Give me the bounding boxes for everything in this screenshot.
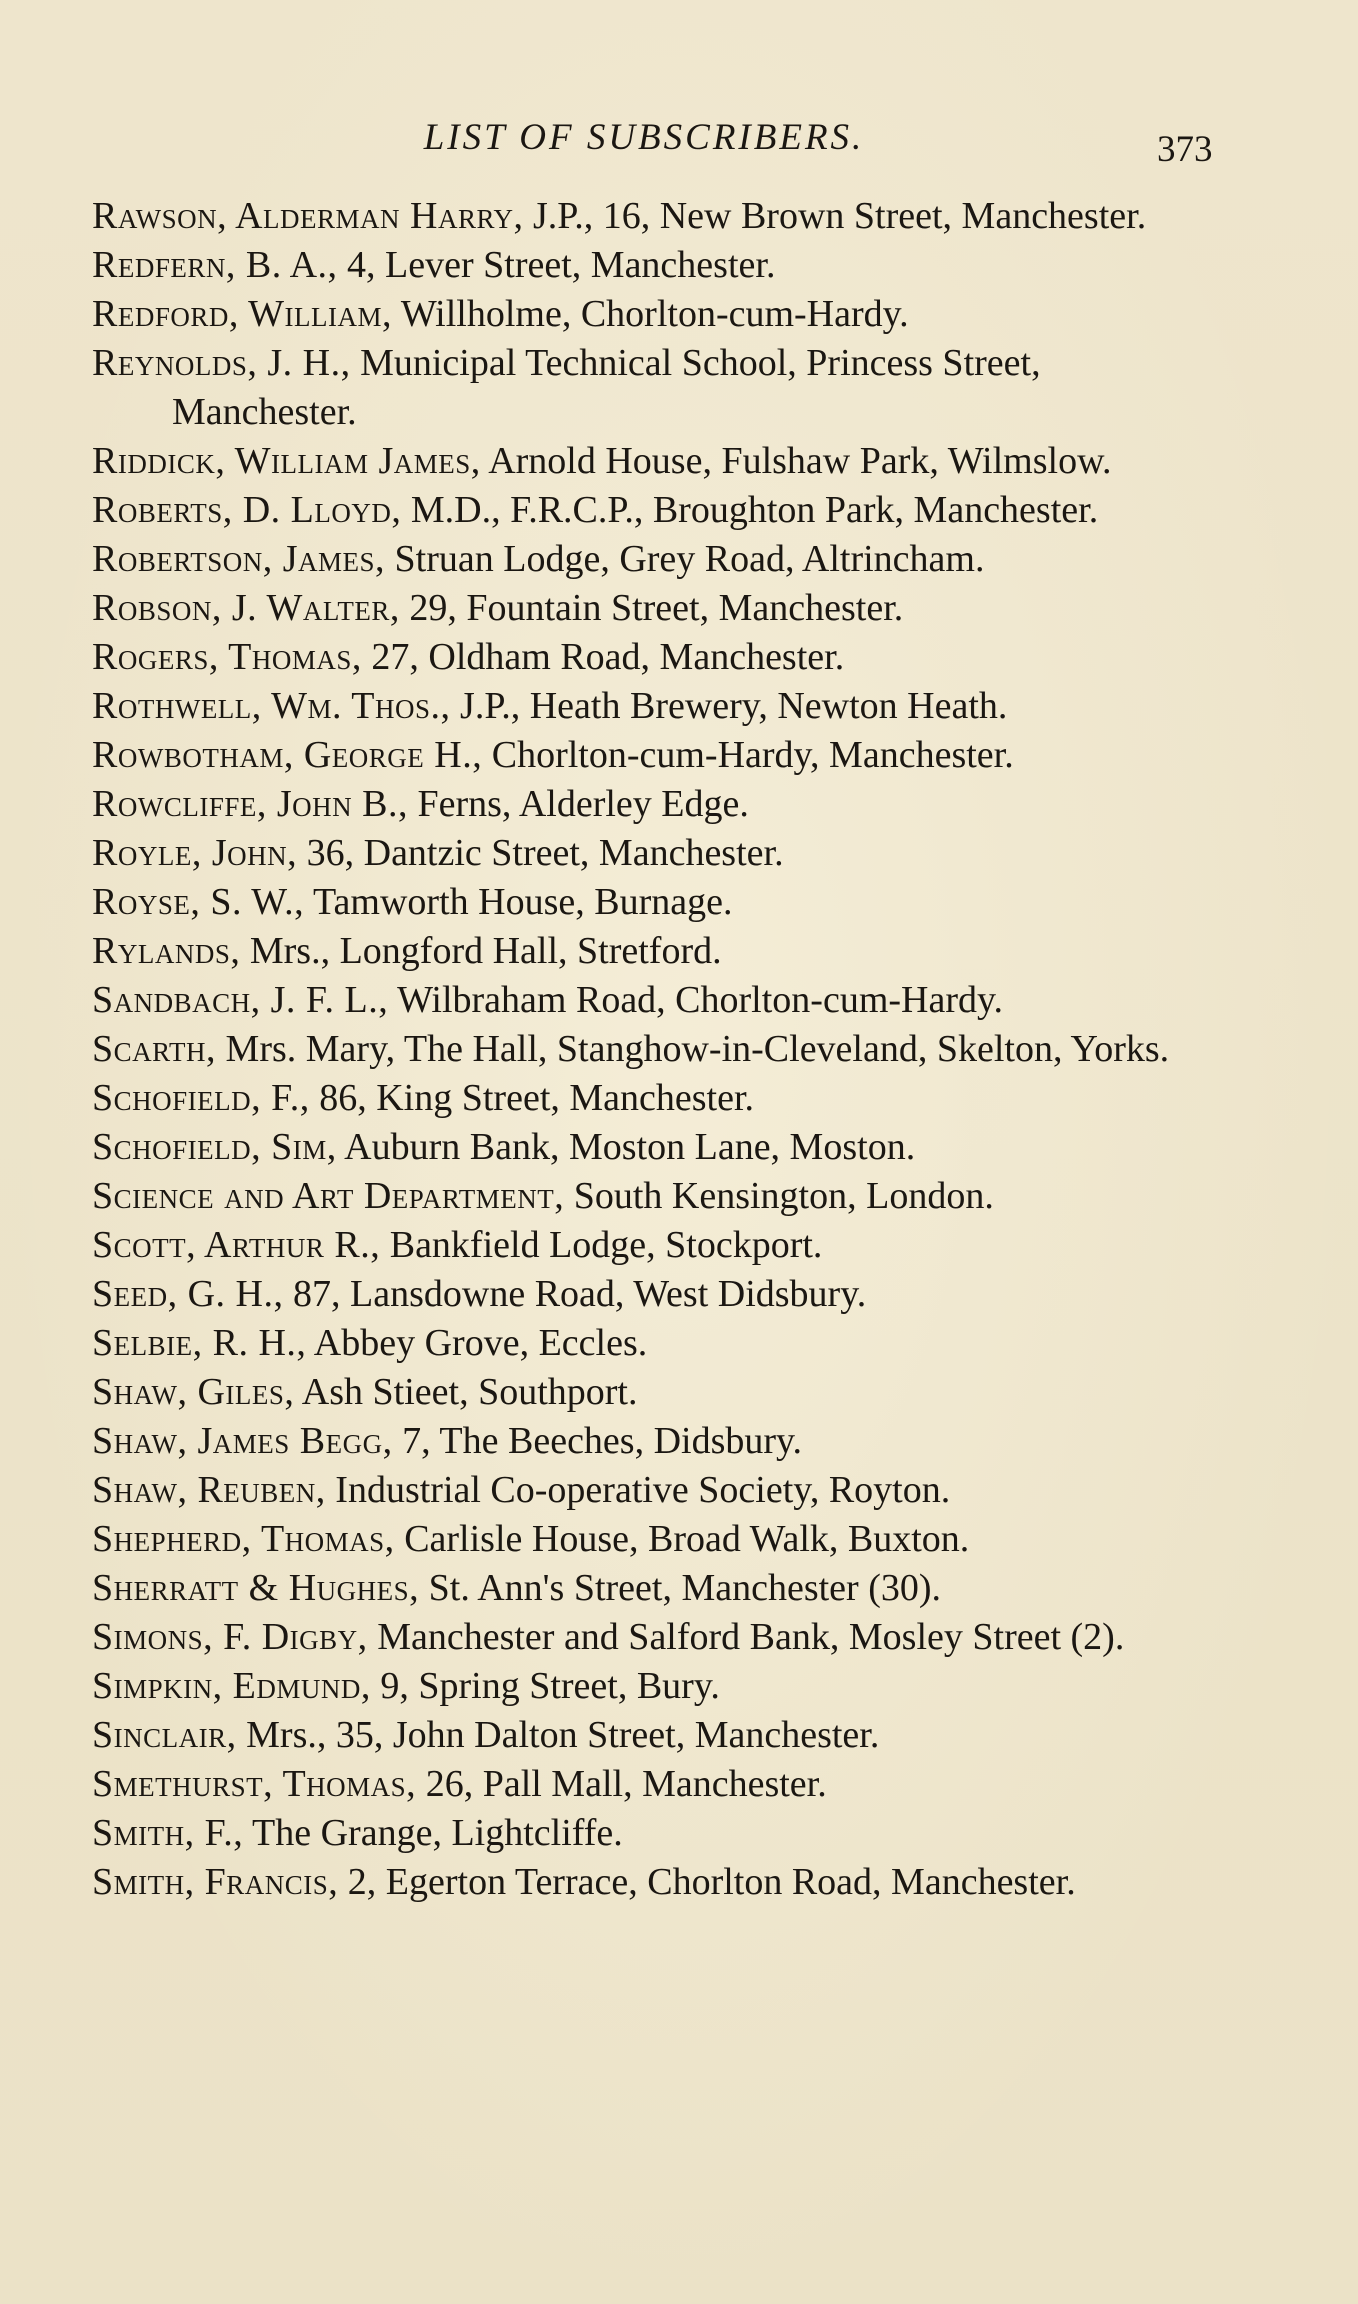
list-item xyxy=(92,1515,1212,1564)
subscriber-details: 9, Spring Street, Bury. xyxy=(370,1665,720,1707)
list-item xyxy=(92,1025,1212,1074)
subscriber-name: Shaw, Reuben, xyxy=(92,1469,326,1511)
list-item xyxy=(92,1613,1212,1662)
list-item xyxy=(92,1074,1212,1123)
list-item xyxy=(92,1221,1212,1270)
subscriber-details: Mrs., Longford Hall, Stretford. xyxy=(240,930,722,972)
subscriber-details: South Kensington, London. xyxy=(564,1175,994,1217)
subscriber-details: Auburn Bank, Moston Lane, Moston. xyxy=(336,1126,916,1168)
subscriber-name: Roberts, D. Lloyd, xyxy=(92,489,402,531)
subscriber-name: Science and Art Department, xyxy=(92,1175,565,1217)
subscriber-details: Carlisle House, Broad Walk, Buxton. xyxy=(394,1518,970,1560)
list-item xyxy=(92,1466,1212,1515)
subscriber-name: Royle, John, xyxy=(92,832,298,874)
list-item xyxy=(92,241,1212,290)
list-item xyxy=(92,1319,1212,1368)
subscriber-name: Scarth, xyxy=(92,1028,217,1070)
subscriber-name: Sinclair, xyxy=(92,1714,237,1756)
list-item xyxy=(92,1711,1212,1760)
subscriber-details: 86, King Street, Manchester. xyxy=(309,1077,755,1119)
subscriber-details: J.P., 16, New Brown Street, Manchester. xyxy=(523,195,1147,237)
subscriber-details: Abbey Grove, Eccles. xyxy=(306,1322,648,1364)
subscriber-details: J.P., Heath Brewery, Newton Heath. xyxy=(450,685,1008,727)
list-item xyxy=(92,584,1212,633)
subscriber-details: Wilbraham Road, Chorlton-cum-Hardy. xyxy=(388,979,1004,1021)
list-item xyxy=(92,1123,1212,1172)
list-item xyxy=(92,1172,1212,1221)
subscriber-name: Reynolds, J. H., xyxy=(92,342,351,384)
list-item xyxy=(92,976,1212,1025)
list-item xyxy=(92,682,1212,731)
subscriber-details: Ferns, Alderley Edge. xyxy=(407,783,749,825)
list-item xyxy=(92,829,1212,878)
subscriber-name: Robson, J. Walter, xyxy=(92,587,400,629)
list-item xyxy=(92,1760,1212,1809)
page-number: 373 xyxy=(1157,129,1213,170)
list-item xyxy=(92,1809,1212,1858)
list-item xyxy=(92,927,1212,976)
subscriber-details: 4, Lever Street, Manchester. xyxy=(337,244,776,286)
subscriber-details: Struan Lodge, Grey Road, Altrincham. xyxy=(385,538,985,580)
list-item xyxy=(92,1564,1212,1613)
subscriber-name: Rylands, xyxy=(92,930,241,972)
subscriber-details: 2, Egerton Terrace, Chorlton Road, Manchester. xyxy=(338,1861,1076,1903)
subscriber-name: Simons, F. Digby, xyxy=(92,1616,368,1658)
subscriber-details: 26, Pall Mall, Manchester. xyxy=(416,1763,827,1805)
subscriber-name: Sherratt & Hughes, xyxy=(92,1567,420,1609)
list-item xyxy=(92,780,1212,829)
subscriber-details: M.D., F.R.C.P., Broughton Park, Manchester. xyxy=(401,489,1099,531)
subscriber-name: Schofield, Sim, xyxy=(92,1126,337,1168)
subscriber-details: St. Ann's Street, Manchester (30). xyxy=(419,1567,942,1609)
subscriber-name: Simpkin, Edmund, xyxy=(92,1665,371,1707)
subscriber-name: Shaw, Giles, xyxy=(92,1371,295,1413)
subscriber-details: Municipal Technical School, Princess Street, Manchester. xyxy=(172,342,1041,433)
list-item xyxy=(92,339,1212,437)
list-item xyxy=(92,486,1212,535)
subscriber-details: Mrs. Mary, The Hall, Stanghow-in-Cleveland, Skelton, Yorks. xyxy=(216,1028,1170,1070)
list-item xyxy=(92,192,1212,241)
subscriber-name: Rogers, Thomas, xyxy=(92,636,362,678)
subscriber-name: Smith, F., xyxy=(92,1812,244,1854)
subscriber-name: Shaw, James Begg, xyxy=(92,1420,393,1462)
subscriber-details: 29, Fountain Street, Manchester. xyxy=(399,587,904,629)
list-item xyxy=(92,1858,1212,1907)
subscriber-name: Rowcliffe, John B., xyxy=(92,783,408,825)
subscriber-details: 7, The Beeches, Didsbury. xyxy=(392,1420,803,1462)
subscriber-details: Ash Stieet, Southport. xyxy=(294,1371,638,1413)
subscriber-name: Smethurst, Thomas, xyxy=(92,1763,417,1805)
list-item xyxy=(92,1368,1212,1417)
subscriber-details: Tamworth House, Burnage. xyxy=(304,881,733,923)
subscriber-details: 27, Oldham Road, Manchester. xyxy=(361,636,845,678)
subscriber-details: Willholme, Chorlton-cum-Hardy. xyxy=(392,293,909,335)
list-item xyxy=(92,1417,1212,1466)
subscriber-name: Royse, S. W., xyxy=(92,881,305,923)
list-item xyxy=(92,535,1212,584)
subscriber-name: Redford, William, xyxy=(92,293,393,335)
subscriber-name: Selbie, R. H., xyxy=(92,1322,307,1364)
subscriber-name: Smith, Francis, xyxy=(92,1861,339,1903)
subscriber-name: Rowbotham, George H., xyxy=(92,734,483,776)
subscriber-name: Seed, G. H., xyxy=(92,1273,284,1315)
subscriber-details: Arnold House, Fulshaw Park, Wilmslow. xyxy=(480,440,1112,482)
running-head: LIST OF SUBSCRIBERS. xyxy=(423,117,865,158)
subscriber-details: Industrial Co-operative Society, Royton. xyxy=(325,1469,951,1511)
list-item xyxy=(92,1662,1212,1711)
subscriber-name: Shepherd, Thomas, xyxy=(92,1518,395,1560)
subscriber-name: Scott, Arthur R., xyxy=(92,1224,381,1266)
subscriber-details: Mrs., 35, John Dalton Street, Manchester. xyxy=(236,1714,880,1756)
subscriber-details: 36, Dantzic Street, Manchester. xyxy=(297,832,784,874)
subscriber-details: Bankfield Lodge, Stockport. xyxy=(380,1224,823,1266)
list-item xyxy=(92,290,1212,339)
list-item xyxy=(92,437,1212,486)
subscriber-name: Schofield, F., xyxy=(92,1077,310,1119)
list-item xyxy=(92,731,1212,780)
list-item xyxy=(92,633,1212,682)
subscriber-name: Robertson, James, xyxy=(92,538,386,580)
list-item xyxy=(92,1270,1212,1319)
list-item xyxy=(92,878,1212,927)
subscriber-name: Sandbach, J. F. L., xyxy=(92,979,389,1021)
subscriber-name: Rothwell, Wm. Thos., xyxy=(92,685,451,727)
subscriber-details: Manchester and Salford Bank, Mosley Street (2). xyxy=(367,1616,1125,1658)
subscriber-list xyxy=(92,192,1212,1907)
subscriber-details: The Grange, Lightcliffe. xyxy=(243,1812,623,1854)
subscriber-details: 87, Lansdowne Road, West Didsbury. xyxy=(283,1273,867,1315)
subscriber-name: Riddick, William James, xyxy=(92,440,481,482)
subscriber-details: Chorlton-cum-Hardy, Manchester. xyxy=(482,734,1014,776)
subscriber-name: Redfern, B. A., xyxy=(92,244,338,286)
subscriber-name: Rawson, Alderman Harry, xyxy=(92,195,524,237)
